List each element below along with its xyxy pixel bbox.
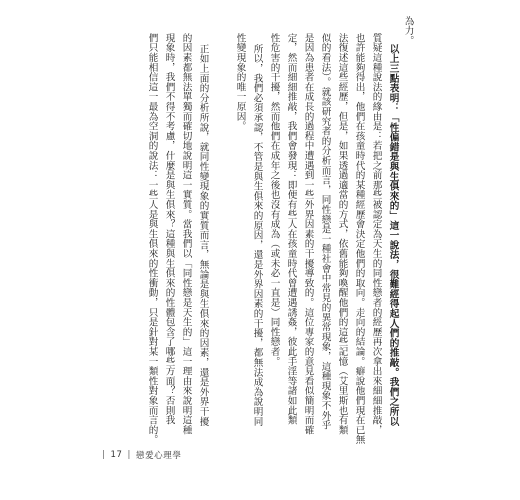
text-column: 們只能相信這一最為空洞的說法：一些人是與生俱來的性衝動，只是針對某一類性對象而言的。 [146, 33, 158, 445]
text-column: 定，然而細細推敲，我們會發現：即便有些人在孩童時代曾遭遇誘姦，彼此手淫等諸如此類 [285, 33, 297, 425]
text-column: 性變現象的唯一原因。 [234, 33, 246, 131]
text-column: 所以，我們必須承認，不管是與生俱來的原因，還是外界因素的干擾，都無法成為說明同 [251, 44, 263, 427]
text-column: 質疑這種說法的緣由是：若把之前那些被認定為天生的同性戀者的經歷再次拿出來細細推敲， [370, 33, 382, 435]
text-column: 法復述這些經歷，但是，如果透過適當的方式，依舊能夠喚醒他們的這些記憶（艾里斯也有類 [336, 33, 348, 435]
footer-divider: | [127, 450, 131, 460]
text-column: 以上三點表明：「性偏錯是與生俱來的」這一說法，很難經得起人們的推敲。我們之所以 [387, 44, 399, 427]
text-column: 性危害的干擾，然而他們在成年之後也沒有成為（或未必一直是）同性戀者。 [268, 33, 280, 367]
book-title: 戀愛心理學 [135, 451, 182, 461]
text-column: 現象時，我們不得不考慮，什麼是與生俱來？這種與生俱來的性體包含了哪些方面？否則我 [163, 33, 175, 425]
footer-divider: | [102, 450, 106, 460]
text-column: 正如上面的分析所說，就同性變現象的實質而言，無論是與生俱來的因素，還是外界干擾 [197, 44, 209, 427]
page-number: 17 [110, 450, 123, 460]
text-column: 似的看法）。就該研究者的分析而言，同性戀是一種社會中常見的異常現象，這種現象不外乎 [319, 33, 331, 430]
text-column: 的因素都無法單獨而確切地說明這一實質。當我們以「同性戀是天生的」這一理由來說明這種 [180, 33, 192, 435]
page-footer [97, 448, 227, 462]
text-column: 也許能夠得出，他們在孩童時代的某種經歷會決定他們的取向。走向的結論。癖說他們現在已無 [353, 33, 365, 445]
text-column: 是因為患者在成長的過程中遭遇到一些外界因素的干擾導致的。這位專家的意見看似簡明而確 [302, 33, 314, 435]
text-column: 為力。 [402, 16, 414, 46]
